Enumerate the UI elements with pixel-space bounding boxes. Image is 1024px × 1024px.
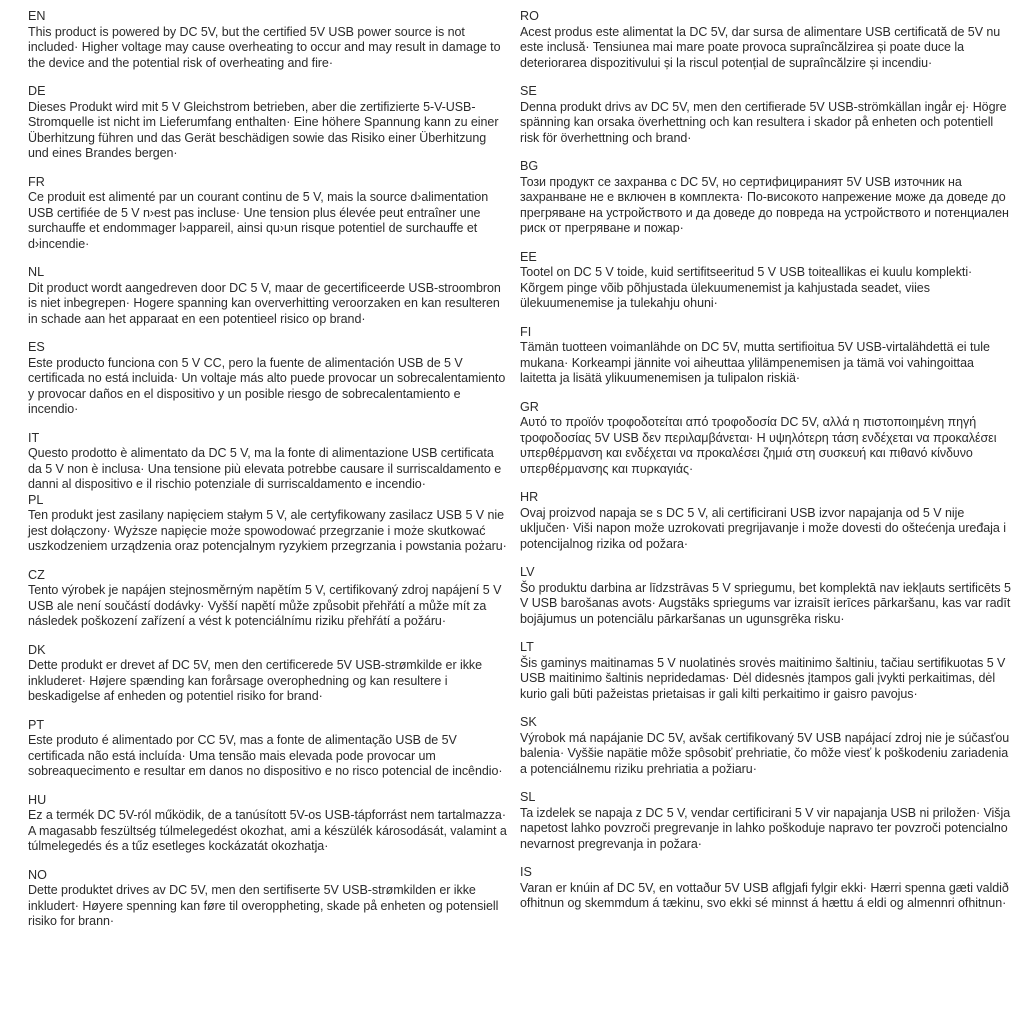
language-code-label: NL (28, 265, 45, 279)
language-section-it (28, 431, 509, 493)
language-code-label: ES (28, 340, 45, 354)
notice-text: Dette produkt er drevet af DC 5V, men den certificerede 5V USB-strømkilde er ikke inkluderet· Højere spænding kan forårsage overophedning og kan resultere i beskadigelse af enheden og potentiel risiko for brand· (28, 658, 483, 703)
right-column (520, 9, 1012, 1024)
language-code-label: IS (520, 865, 532, 879)
notice-text: Ta izdelek se napaja z DC 5 V, vendar certificirani 5 V vir napajanja USB ni priložen· Višja napetost lahko povzroči pregrevanje in lahko poškoduje napravo ter povzroči potencialno nevarnost pregrevanja in požara· (520, 805, 1011, 851)
language-section-ee (520, 250, 1012, 312)
notice-text: Dieses Produkt wird mit 5 V Gleichstrom betrieben, aber die zertifizierte 5-V-USB-Stromquelle ist nicht im Lieferumfang enthalten· Eine höhere Spannung kann zu einer Überhitzung führen und das Gerät beschädigen sowie das Risiko einer Überhitzung und eines Brandes bergen· (28, 99, 499, 160)
notice-text: Tämän tuotteen voimanlähde on DC 5V, mutta sertifioitua 5V USB-virtalähdettä ei tule mukana· Korkeampi jännite voi aiheuttaa ylilämpenemisen ja tämä voi vahingoittaa laitetta ja lisätä ylikuumenemisen ja tulipalon riskiä· (520, 340, 990, 385)
notice-text: Este produto é alimentado por CC 5V, mas a fonte de alimentação USB de 5V certificada não está incluída· Uma tensão mais elevada pode provocar um sobreaquecimento e resultar em danos no dispositivo e no risco potencial de incêndio· (28, 733, 503, 778)
language-code-label: CZ (28, 567, 45, 582)
language-section-is (520, 865, 1012, 912)
notice-text: Dit product wordt aangedreven door DC 5 V, maar de gecertificeerde USB-stroombron is niet inbegrepen· Hogere spanning kan oververhitting veroorzaken en kan resulteren in schade aan het apparaat en een potentieel risico op brand· (28, 280, 501, 326)
language-code-label: FR (28, 174, 45, 189)
notice-text: Този продукт се захранва с DC 5V, но сертифицираният 5V USB източник на захранване не е включен в комплекта· По-високото напрежение може да доведе до прегряване на устройството и да доведе до повреда на устройството и потенциален риск от прегряване и пожар· (520, 174, 1009, 235)
language-section-nl (28, 265, 509, 327)
notice-text: Questo prodotto è alimentato da DC 5 V, ma la fonte di alimentazione USB certificata da 5 V non è inclusa· Una tensione più elevata potrebbe causare il surriscaldamento e danni al dispositivo e il rischio potenziale di surriscaldamento e incendio· (28, 446, 502, 491)
notice-text: Ez a termék DC 5V-ról működik, de a tanúsított 5V-os USB-tápforrást nem tartalmazza· A magasabb feszültség túlmelegedést okozhat, ami a készülék károsodását, valamint a túlmelegedés és a tűz esetleges kockázatát okozhatja· (28, 808, 507, 853)
notice-text: Tootel on DC 5 V toide, kuid sertifitseeritud 5 V USB toiteallikas ei kuulu komplekti· Kõrgem pinge võib põhjustada ülekuumenemist ja kahjustada seadet, viies ülekuumenemise ja tulekahju ohuni· (520, 265, 973, 310)
language-code-label: DK (28, 642, 46, 657)
language-code-label: SK (520, 715, 537, 729)
language-code-label: LT (520, 640, 534, 654)
language-section-pt (28, 718, 509, 780)
notice-text: This product is powered by DC 5V, but the certified 5V USB power source is not included· Higher voltage may cause overheating to occur and may result in damage to the device and the potential risk of overheating and fire· (28, 24, 501, 70)
language-section-hr (520, 490, 1012, 552)
notice-text: Dette produktet drives av DC 5V, men den sertifiserte 5V USB-strømkilden er ikke inkludert· Høyere spenning kan føre til overoppheting, skade på enheten og potensiell risiko for brann· (28, 883, 499, 928)
language-section-es (28, 340, 509, 418)
notice-text: Ovaj proizvod napaja se s DC 5 V, ali certificirani USB izvor napajanja od 5 V nije uključen· Viši napon može uzrokovati pregrijavanje i može dovesti do oštećenja uređaja i potencijalnog rizika od požara· (520, 505, 1006, 551)
language-code-label: RO (520, 9, 539, 23)
left-column (28, 9, 509, 1024)
language-code-label: SL (520, 790, 536, 804)
language-code-label: BG (520, 159, 539, 173)
language-code-label: SE (520, 84, 537, 98)
language-section-ro (520, 9, 1012, 71)
language-section-fr (28, 175, 509, 253)
language-code-label: GR (520, 399, 539, 414)
language-section-de (28, 84, 509, 162)
notice-text: Ten produkt jest zasilany napięciem stałym 5 V, ale certyfikowany zasilacz USB 5 V nie jest dołączony· Wyższe napięcie może spowodować przegrzanie i może skutkować uszkodzeniem urządzenia oraz potencjalnym ryzykiem przegrzania i powstania pożaru· (28, 508, 507, 553)
language-code-label: NO (28, 867, 47, 882)
language-code-label: DE (28, 84, 46, 98)
notice-text: Tento výrobek je napájen stejnosměrným napětím 5 V, certifikovaný zdroj napájení 5 V USB ale není součástí dodávky· Vyšší napětí může způsobit přehřátí a může mít za následek poškození zařízení a vést k potenciálnímu riziku přehřátí a požáru· (28, 583, 502, 628)
language-code-label: EE (520, 249, 537, 264)
notice-text: Denna produkt drivs av DC 5V, men den certifierade 5V USB-strömkällan ingår ej· Högre spänning kan orsaka överhettning och kan resultera i skador på enheten och potentiell risk för överhettning och brand· (520, 99, 1007, 145)
language-section-cz (28, 568, 509, 630)
language-section-lt (520, 640, 1012, 702)
language-section-gr (520, 400, 1012, 478)
language-code-label: LV (520, 565, 535, 579)
language-code-label: HR (520, 490, 539, 504)
language-code-label: FI (520, 324, 532, 339)
language-section-hu (28, 793, 509, 855)
language-code-label: PL (28, 492, 44, 507)
language-section-sl (520, 790, 1012, 852)
notice-text: Šis gaminys maitinamas 5 V nuolatinės srovės maitinimo šaltiniu, tačiau sertifikuotas 5 V USB maitinimo šaltinis nepridedamas· Dėl didesnės įtampos gali įvykti perkaitimas, dėl kurio gali būti pažeistas prietaisas ir gali kilti perkaitimo ir gaisro pavojus· (520, 655, 1006, 701)
notice-text: Acest produs este alimentat la DC 5V, dar sursa de alimentare USB certificată de 5V nu este inclusă· Tensiunea mai mare poate provoca supraîncălzirea și poate duce la deteriorarea dispozitivului și la riscul potențial de supraîncălzire și incendiu· (520, 24, 1001, 70)
language-code-label: PT (28, 717, 45, 732)
language-section-pl (28, 493, 509, 555)
language-section-en (28, 9, 509, 71)
language-section-dk (28, 643, 509, 705)
notice-text: Šo produktu darbina ar līdzstrāvas 5 V spriegumu, bet komplektā nav iekļauts sertificēts 5 V USB barošanas avots· Augstāks spriegums var izraisīt ierīces pārkaršanu, kas var radīt bojājumus un potenciālu pārkaršanas un ugunsgrēka risku· (520, 580, 1011, 626)
language-section-no (28, 868, 509, 930)
language-section-fi (520, 325, 1012, 387)
notice-text: Ce produit est alimenté par un courant continu de 5 V, mais la source d›alimentation USB certifiée de 5 V n›est pas incluse· Une tension plus élevée peut entraîner une surchauffe et endommager l›appareil, ainsi qu›un risque potentiel de surchauffe et d›incendie· (28, 190, 489, 251)
language-code-label: IT (28, 430, 40, 445)
notice-text: Výrobok má napájanie DC 5V, avšak certifikovaný 5V USB napájací zdroj nie je súčasťou balenia· Vyššie napätie môže spôsobiť prehriatie, čo môže viesť k poškodeniu zariadenia a potenciálnemu riziku prehriatia a požiaru· (520, 730, 1010, 776)
language-code-label: HU (28, 792, 47, 807)
language-section-sk (520, 715, 1012, 777)
language-code-label: EN (28, 9, 46, 23)
notice-text: Varan er knúin af DC 5V, en vottaður 5V USB aflgjafi fylgir ekki· Hærri spenna gæti valdið ofhitnun og skemmdum á tækinu, svo ekki sé minnst á hættu á eldi og almennri ofhitnun· (520, 880, 1009, 910)
language-section-lv (520, 565, 1012, 627)
language-section-bg (520, 159, 1012, 237)
notice-text: Este producto funciona con 5 V CC, pero la fuente de alimentación USB de 5 V certificada no está incluida· Un voltaje más alto puede provocar un sobrecalentamiento y provocar daños en el dispositivo y un posible riesgo de sobrecalentamiento e incendio· (28, 355, 506, 416)
notice-text: Αυτό το προϊόν τροφοδοτείται από τροφοδοσία DC 5V, αλλά η πιστοποιημένη πηγή τροφοδοσίας 5V USB δεν περιλαμβάνεται· Η υψηλότερη τάση ενδέχεται να προκαλέσει υπερθέρμανση και ενδέχεται να προκαλέσει ζημιά στη συσκευή και πιθανό κίνδυνο υπερθέρμανσης και πυρκαγιάς· (520, 415, 997, 476)
language-section-se (520, 84, 1012, 146)
